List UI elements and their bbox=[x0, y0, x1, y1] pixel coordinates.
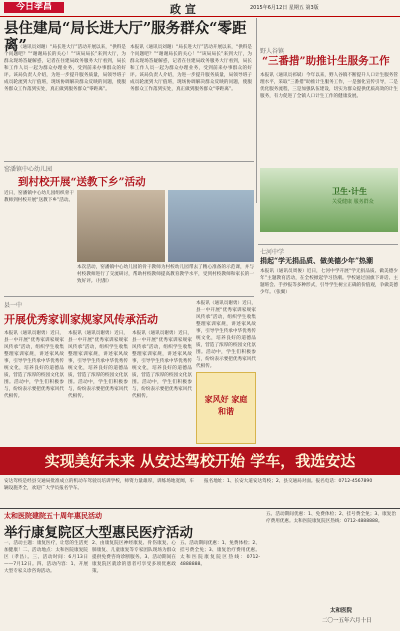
right-body: 本报讯（通讯员祁斌）今年以来，野人谷镇不断提升人口计生服务管理水平，采取“三番措”助推计生服务工作，一是强化宣传引导，二是优化服务流程，三是加强队伍建设，切实为群众提供优质高效的计生服务，有力促进了全镇人口计生工作的健康发展。 bbox=[260, 73, 398, 99]
divider bbox=[4, 161, 254, 162]
right-kicker: 野人谷镇 bbox=[260, 48, 285, 55]
divider bbox=[0, 508, 400, 509]
right2-headline: 捐起“学无捐品质、做美德少年”热潮 bbox=[260, 256, 374, 265]
section-title: 政 宣 bbox=[170, 3, 196, 16]
driving-school-contact: 报名地址：1、长安大道安达驾校；2、县交通局对面。报名电话：0712-4567890 bbox=[204, 479, 373, 484]
hospital-signature: 太和医院 bbox=[330, 608, 353, 614]
lead-body-col1: 本报讯（通讯员刘谢）“局长进大厅”活动开展以来，“供料是个问题吧？”“谢谢局长的关心！”“该局局长”来到大厅，为群众现场答疑解惑，记者在住建局政务服务大厅看到，局长和工作人员一起为群众办理业务，受到前来办事群众的好评。该局负责人介绍，为进一步提升服务质量，局领导班子成员轮流到大厅值班，现场协调解决群众反映的问题，使服务群众工作落到实处，真正做到服务群众“零距离”。 bbox=[4, 45, 126, 92]
hospital-headline: 举行康复院区大型惠民医疗活动 bbox=[4, 525, 193, 541]
right2-body: 本报讯（通讯员周俊）近日，七河中学开展“学无捐品质、做美德少年”主题教育活动，在全校掀起学习热潮。学校通过国旗下讲话、主题班会、手抄报等多种形式，引导学生树立正确的价值观，争做美德少年。（张翼） bbox=[260, 269, 398, 295]
right2-kicker: 七河中学 bbox=[260, 249, 285, 256]
second-headline: 到村校开展“送教下乡”活动 bbox=[18, 176, 146, 188]
health-sign-text: 卫生·计生 bbox=[332, 187, 368, 196]
second-body: 本次活动，窑潘镇中心幼儿园的骨干教师为村校幼儿园带去了精心准备的示范课，并与村校教师进行了交流研讨，帮助村校教师提高教育教学水平，受到村校教师和家长的一致好评。（付甜） bbox=[77, 265, 254, 284]
divider bbox=[4, 296, 254, 297]
hospital-col3: 五、活动期间优惠：1、免费体检；2、挂号费全免；3、康复治疗费用优惠。太和医院康复院区热线：0712-4888888。 bbox=[180, 541, 260, 567]
students-photo bbox=[168, 190, 254, 262]
hospital-col4: 五、活动期间优惠：1、免费体检；2、挂号费全免；3、康复治疗费用优惠。太和医院康复院区热线：0712-4888888。 bbox=[266, 512, 396, 524]
hospital-date: 二〇一五年六月十日 bbox=[322, 618, 372, 624]
divider bbox=[258, 244, 398, 245]
lead-body-col2: 本报讯（通讯员刘谢）“局长进大厅”活动开展以来，“供料是个问题吧？”“谢谢局长的关心！”“该局局长”来到大厅，为群众现场答疑解惑，记者在住建局政务服务大厅看到，局长和工作人员一起为群众办理业务，受到前来办事群众的好评。该局负责人介绍，为进一步提升服务质量，局领导班子成员轮流到大厅值班，现场协调解决群众反映的问题，使服务群众工作落到实处，真正做到服务群众“零距离”。 bbox=[130, 45, 252, 92]
lead-headline: 县住建局“局长进大厅”服务群众“零距离” bbox=[4, 20, 247, 54]
page-header bbox=[0, 0, 400, 17]
family-motto-text: 家风好 家庭和谐 bbox=[204, 394, 248, 416]
county-headline: 开展优秀家训家规家风传承活动 bbox=[4, 313, 158, 326]
family-motto-graphic bbox=[196, 372, 256, 444]
driving-school-info: 安达驾校是经县交通局批准成立的机动车驾驶员培训学校，师资力量雄厚，训练场地宽阔，车辆设施齐全，欢迎广大学员报名学车。 bbox=[4, 479, 194, 491]
hospital-col2: 2、由康复院区神经康复、骨伤康复、心肺康复、儿童康复等专家团队现场为群众提供免费咨询诊断服务。3、活动期间在康复院区就诊的患者可享受多项优惠政策。 bbox=[92, 541, 176, 574]
classroom-photo bbox=[77, 190, 165, 262]
county-kicker: 县一中 bbox=[4, 302, 23, 309]
second-kicker: 窑潘镇中心幼儿园 bbox=[4, 166, 53, 173]
column-divider bbox=[256, 18, 257, 203]
newspaper-logo: 今日孝昌 bbox=[4, 2, 64, 13]
right-headline: “三番措”助推计生服务工作 bbox=[262, 55, 390, 67]
county-body-col3: 本报讯（通讯员谢勇）近日，县一中开展“优秀家训家规家风传承”活动，组织学生收集整理家训家规，讲述家风故事，引导学生传承中华优秀传统文化，培养良好的道德品质，营造了浓厚的校园文化氛围。活动中，学生们积极参与，纷纷表示要把优秀家风代代相传。 bbox=[132, 331, 192, 399]
health-sign-photo bbox=[260, 168, 398, 232]
county-body-col2: 本报讯（通讯员谢勇）近日，县一中开展“优秀家训家规家风传承”活动，组织学生收集整理家训家规，讲述家风故事，引导学生传承中华优秀传统文化，培养良好的道德品质，营造了浓厚的校园文化氛围。活动中，学生们积极参与，纷纷表示要把优秀家风代代相传。 bbox=[68, 331, 128, 399]
hospital-col1: 一、活动主题：康复医疗，让您的生活更加健康！二、活动地点：太和医院康复院区（孝昌）。三、活动时间：6月13日——7月12日。四、活动内容：1、开展大型专家义诊咨询活动。 bbox=[4, 541, 88, 574]
county-body-col1: 本报讯（通讯员谢勇）近日，县一中开展“优秀家训家规家风传承”活动，组织学生收集整理家训家规，讲述家风故事，引导学生传承中华优秀传统文化，培养良好的道德品质，营造了浓厚的校园文化氛围。活动中，学生们积极参与，纷纷表示要把优秀家风代代相传。 bbox=[4, 331, 64, 399]
health-sign-subtext: 关爱健康 服务群众 bbox=[332, 199, 374, 205]
driving-school-banner: 实现美好未来 从安达驾校开始 学车，我选安达 bbox=[0, 447, 400, 475]
dateline: 2015年6月12日 星期五 第3版 bbox=[250, 5, 319, 11]
county-body-col4: 本报讯（通讯员谢勇）近日，县一中开展“优秀家训家规家风传承”活动，组织学生收集整理家训家规，讲述家风故事，引导学生传承中华优秀传统文化，培养良好的道德品质，营造了浓厚的校园文化氛围。活动中，学生们积极参与，纷纷表示要把优秀家风代代相传。 bbox=[196, 301, 256, 368]
hospital-kicker: 太和医院建院五十周年惠民活动 bbox=[4, 512, 102, 520]
second-caption: 近日，窑潘镇中心幼儿园组织骨干教师到村校开展“送教下乡”活动。 bbox=[4, 191, 74, 203]
